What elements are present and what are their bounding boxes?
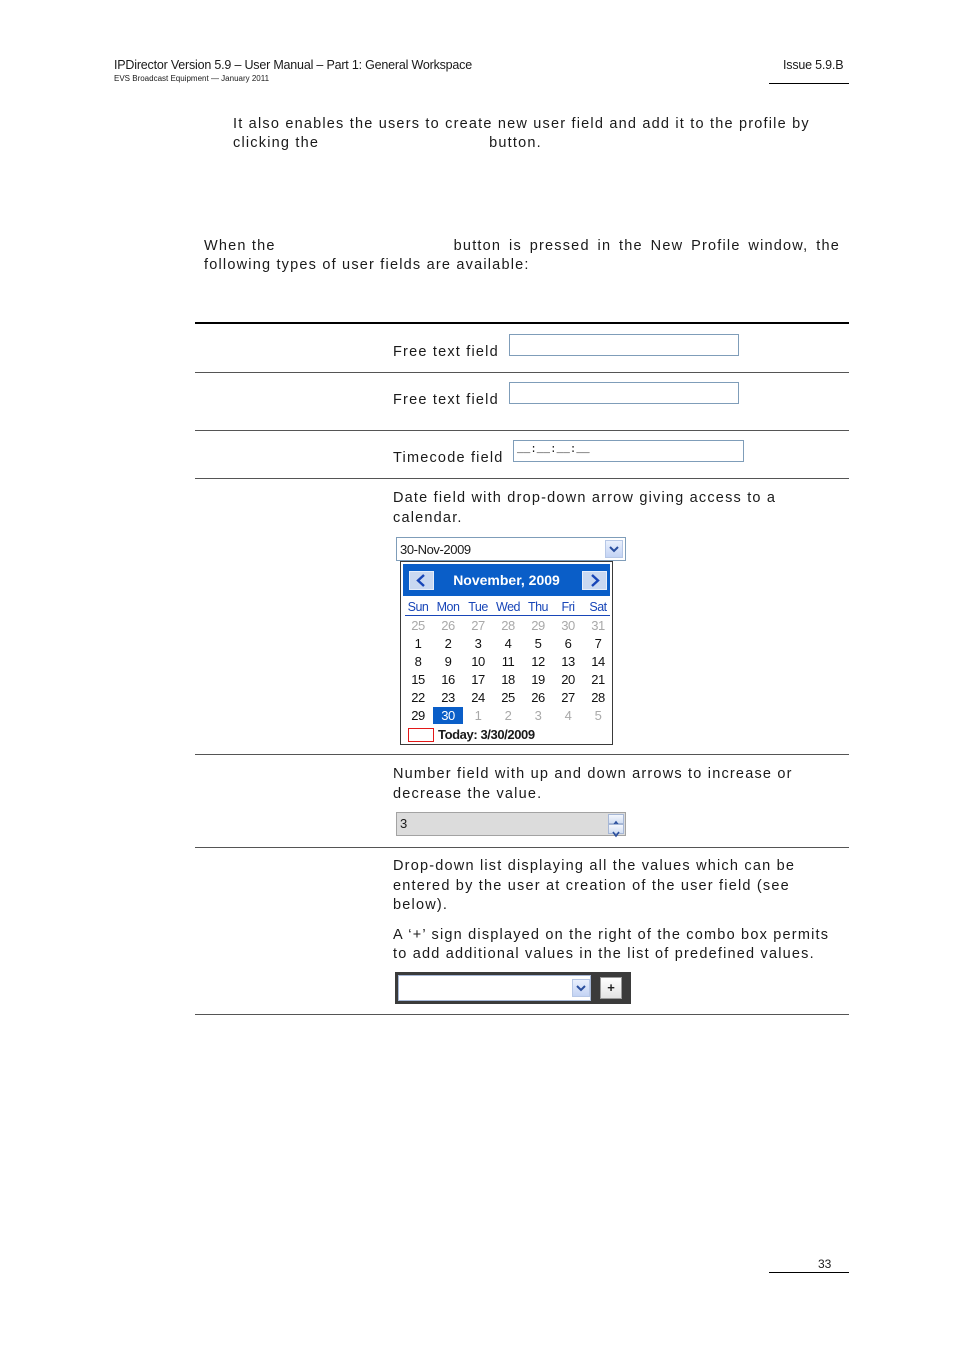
calendar-day-names-rule [405,615,610,616]
calendar-day[interactable]: 9 [444,654,452,669]
chevron-down-icon[interactable] [605,540,623,558]
calendar-day[interactable]: 23 [441,690,455,705]
calendar-day-name: Sat [589,600,607,614]
intro-text: clicking the [233,135,320,151]
intro-line [233,134,839,153]
calendar-day[interactable]: 17 [471,672,485,687]
row-6-line: below). [393,897,449,913]
spin-down-icon[interactable] [608,824,624,834]
calendar-day[interactable]: 24 [471,690,485,705]
row-5-description [393,765,793,804]
intro-paragraph-1 [233,115,839,153]
row-4-description [393,489,776,528]
intro-text: button is pressed in the New Profile window, the [453,238,840,254]
free-text-field-sample-2[interactable] [509,382,739,404]
calendar-day-name: Wed [496,600,520,614]
row-5-line: Number field with up and down arrows to increase or [393,766,793,782]
calendar-day[interactable]: 13 [561,654,575,669]
free-text-field-sample[interactable] [509,334,739,356]
today-marker-icon [408,728,434,742]
date-field-combo[interactable] [396,537,626,561]
calendar-day[interactable]: 18 [501,672,515,687]
header-subtitle: EVS Broadcast Equipment — January 2011 [114,74,270,83]
chevron-right-icon[interactable] [582,571,607,590]
row-6-line: entered by the user at creation of the user field (see [393,877,790,894]
calendar-day[interactable]: 29 [411,708,425,723]
calendar-day[interactable]: 28 [591,690,605,705]
page-number: 33 [818,1257,832,1271]
calendar-day[interactable]: 25 [411,618,425,633]
calendar-day[interactable]: 1 [414,636,422,651]
calendar-day[interactable]: 26 [441,618,455,633]
row-2-description: Free text field [393,392,499,408]
intro-text: button. [489,135,542,151]
calendar-day[interactable]: 2 [444,636,452,651]
table-row-rule [195,754,849,755]
row-5-line: decrease the value. [393,785,543,802]
calendar-day[interactable]: 4 [564,708,572,723]
calendar-day[interactable]: 4 [504,636,512,651]
calendar-day[interactable]: 20 [561,672,575,687]
table-bottom-rule [195,1014,849,1015]
calendar-day-name: Tue [468,600,488,614]
calendar-day[interactable]: 27 [561,690,575,705]
calendar-day[interactable]: 3 [534,708,542,723]
calendar-month-label: November, 2009 [453,572,560,588]
table-row-rule [195,478,849,479]
calendar-day[interactable]: 3 [474,636,482,651]
table-row-rule [195,430,849,431]
calendar-popup [400,561,613,745]
calendar-day[interactable]: 30 [433,707,463,724]
calendar-day-name: Mon [436,600,460,614]
calendar-today-link[interactable]: Today: 3/30/2009 [438,727,535,742]
row-6-line: Drop-down list displaying all the values which can be [393,858,796,874]
row-4-line: Date field with drop-down arrow giving access to a [393,490,777,506]
table-top-rule [195,322,849,324]
calendar-day[interactable]: 30 [561,618,575,633]
calendar-day[interactable]: 6 [564,636,572,651]
calendar-day[interactable]: 25 [501,690,515,705]
intro-line [204,237,840,256]
dropdown-list-sample [395,972,631,1004]
header-rule [769,83,849,84]
row-1-description: Free text field [393,344,499,360]
intro-text: When the [204,238,276,254]
table-row-rule [195,372,849,373]
chevron-down-icon[interactable] [572,979,590,997]
calendar-day[interactable]: 14 [591,654,605,669]
calendar-day[interactable]: 28 [501,618,515,633]
calendar-day-name: Thu [527,600,549,614]
intro-line: following types of user fields are available: [204,257,530,273]
calendar-day[interactable]: 16 [441,672,455,687]
calendar-day[interactable]: 26 [531,690,545,705]
calendar-day[interactable]: 31 [591,618,605,633]
calendar-day[interactable]: 27 [471,618,485,633]
dropdown-list-input[interactable] [398,975,591,1001]
calendar-day[interactable]: 5 [534,636,542,651]
intro-line [233,115,839,134]
calendar-day[interactable]: 29 [531,618,545,633]
row-6-description [393,857,829,965]
intro-text: It also enables the users to create new user field and add it to the profile by [233,116,810,132]
footer-rule [769,1272,849,1273]
calendar-day[interactable]: 11 [501,654,515,669]
calendar-day[interactable]: 7 [594,636,602,651]
number-field-value: 3 [400,816,408,831]
calendar-day[interactable]: 22 [411,690,425,705]
spin-up-icon[interactable] [608,814,624,824]
row-6-line: A ‘+’ sign displayed on the right of the combo box permits [393,926,830,943]
calendar-day-name: Sun [407,600,429,614]
calendar-day[interactable]: 8 [414,654,422,669]
row-6-line: to add additional values in the list of predefined values. [393,946,815,962]
row-4-line: calendar. [393,509,463,526]
calendar-header [403,564,610,596]
row-3-description: Timecode field [393,450,504,466]
intro-paragraph-2 [204,237,840,275]
calendar-day-name: Fri [561,600,575,614]
number-field-stepper[interactable] [396,812,626,836]
calendar-day[interactable]: 12 [531,654,545,669]
calendar-day[interactable]: 15 [411,672,425,687]
add-value-button[interactable]: + [600,977,622,999]
date-field-value: 30-Nov-2009 [400,542,471,557]
calendar-day[interactable]: 10 [471,654,485,669]
header-title: IPDirector Version 5.9 – User Manual – Part 1: General Workspace [114,58,472,72]
timecode-value: __:__:__:__ [517,444,590,456]
header-issue: Issue 5.9.B [783,58,844,72]
calendar-day[interactable]: 2 [504,708,512,723]
calendar-day[interactable]: 19 [531,672,545,687]
table-row-rule [195,847,849,848]
calendar-day[interactable]: 21 [591,672,605,687]
calendar-day[interactable]: 5 [594,708,602,723]
calendar-day[interactable]: 1 [474,708,482,723]
